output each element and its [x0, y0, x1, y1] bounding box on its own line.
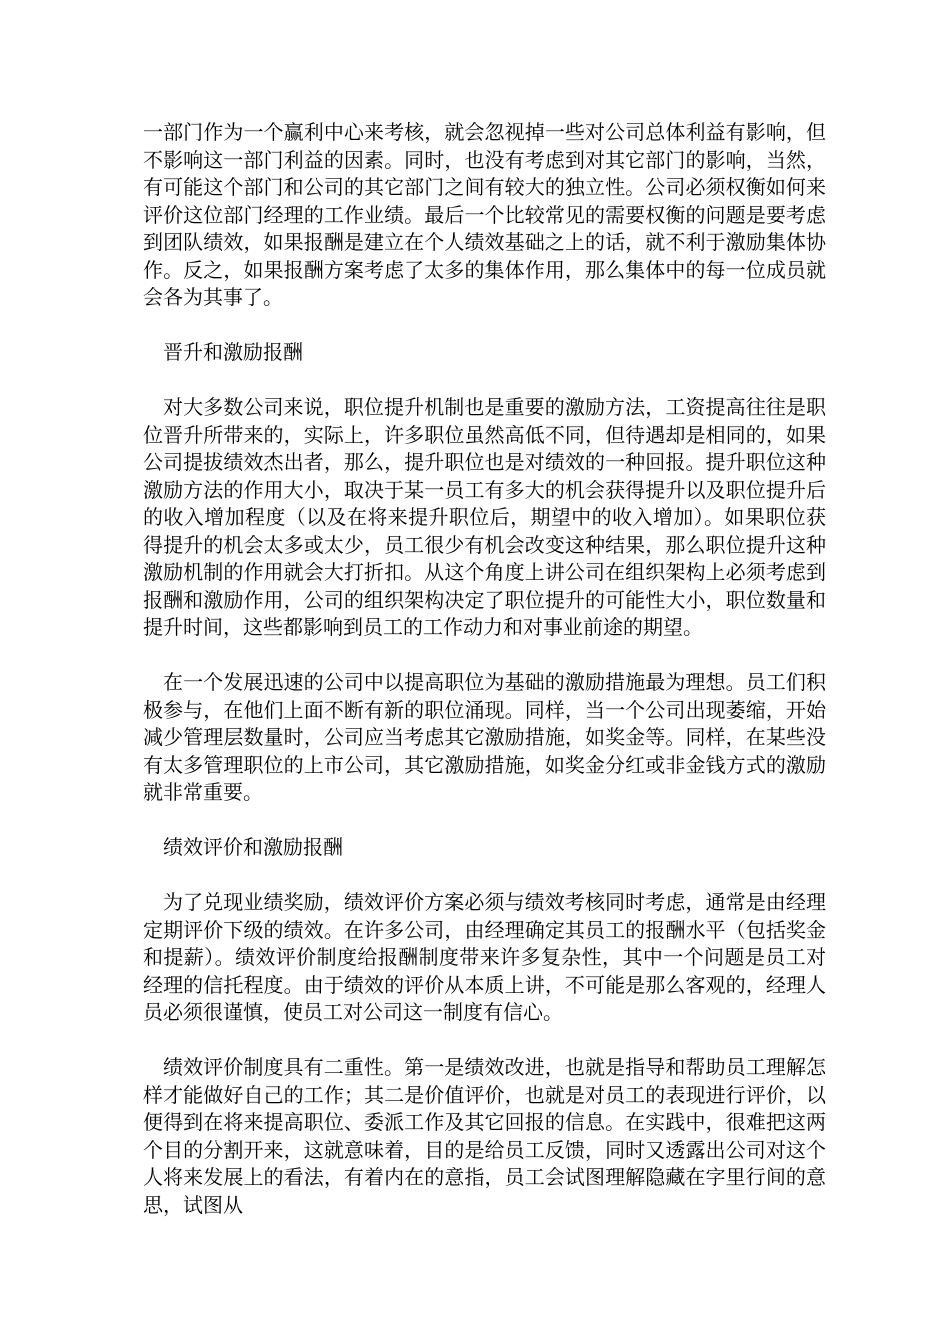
section-heading-evaluation: 绩效评价和激励报酬: [163, 835, 343, 859]
document-page: [143, 119, 826, 1219]
paragraph-dual-nature: 绩效评价制度具有二重性。第一是绩效改进，也就是指导和帮助员工理解怎样才能做好自己的工作；其二是价值评价，也就是对员工的表现进行评价，以便得到在将来提高职位、委派工作及其它回报的信息。在实践中，很难把这两个目的分割开来，这就意味着，目的是给员工反馈，同时又透露出公司对这个人将来发展上的看法，有着内在的意指，员工会试图理解隐藏在字里行间的意思，试图从: [143, 1055, 826, 1217]
section-heading-promotion: 晋升和激励报酬: [163, 340, 303, 364]
paragraph-intro: 一部门作为一个赢利中心来考核，就会忽视掉一些对公司总体利益有影响，但不影响这一部门利益的因素。同时，也没有考虑到对其它部门的影响，当然，有可能这个部门和公司的其它部门之间有较大的独立性。公司必须权衡如何来评价这位部门经理的工作业绩。最后一个比较常见的需要权衡的问题是要考虑到团队绩效，如果报酬是建立在个人绩效基础之上的话，就不利于激励集体协作。反之，如果报酬方案考虑了太多的集体作用，那么集体中的每一位成员就会各为其事了。: [143, 120, 826, 309]
paragraph-fast-growth: 在一个发展迅速的公司中以提高职位为基础的激励措施最为理想。员工们积极参与，在他们上面不断有新的职位涌现。同样，当一个公司出现萎缩，开始减少管理层数量时，公司应当考虑其它激励措施，如奖金等。同样，在某些没有太多管理职位的上市公司，其它激励措施，如奖金分红或非金钱方式的激励就非常重要。: [143, 670, 826, 804]
paragraph-evaluation: 为了兑现业绩奖励，绩效评价方案必须与绩效考核同时考虑，通常是由经理定期评价下级的绩效。在许多公司，由经理确定其员工的报酬水平（包括奖金和提薪）。绩效评价制度给报酬制度带来许多复杂性，其中一个问题是员工对经理的信托程度。由于绩效的评价从本质上讲，不可能是那么客观的，经理人员必须很谨慎，使员工对公司这一制度有信心。: [143, 890, 826, 1024]
paragraph-promotion: 对大多数公司来说，职位提升机制也是重要的激励方法，工资提高往往是职位晋升所带来的，实际上，许多职位虽然高低不同，但待遇却是相同的，如果公司提拔绩效杰出者，那么，提升职位也是对绩效的一种回报。提升职位这种激励方法的作用大小，取决于某一员工有多大的机会获得提升以及职位提升后的收入增加程度（以及在将来提升职位后，期望中的收入增加）。如果职位获得提升的机会太多或太少，员工很少有机会改变这种结果，那么职位提升这种激励机制的作用就会大打折扣。从这个角度上讲公司在组织架构上必须考虑到报酬和激励作用，公司的组织架构决定了职位提升的可能性大小，职位数量和提升时间，这些都影响到员工的工作动力和对事业前途的期望。: [143, 395, 826, 639]
